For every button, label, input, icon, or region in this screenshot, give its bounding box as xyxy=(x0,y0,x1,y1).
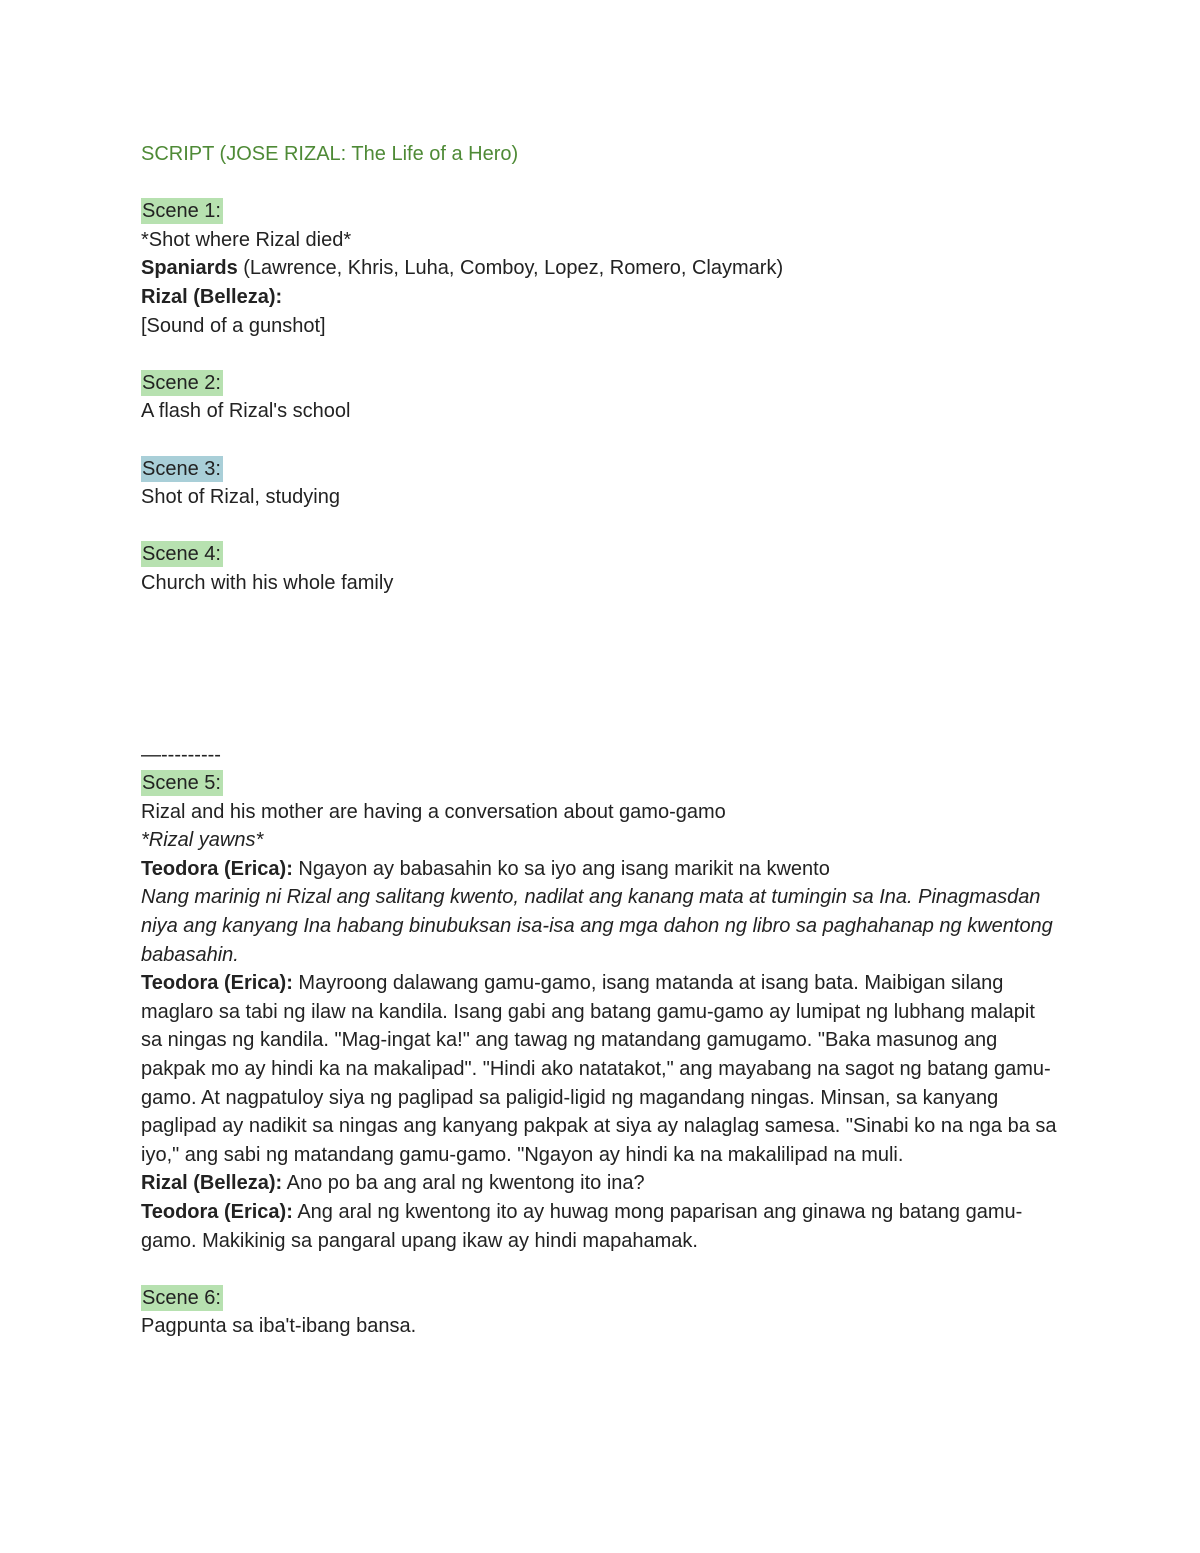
spacer xyxy=(141,340,1061,369)
speaker-label: Teodora (Erica): xyxy=(141,972,293,995)
scene-4-heading-line xyxy=(141,540,1061,569)
scene-6-direction: Pagpunta sa iba't-ibang bansa. xyxy=(141,1315,417,1338)
spacer xyxy=(141,1255,1061,1284)
spacer xyxy=(141,598,1061,741)
scene-6-heading-line xyxy=(141,1284,1061,1313)
scene-1-heading-line xyxy=(141,197,1061,226)
rizal-label: Rizal (Belleza): xyxy=(141,285,283,308)
dialogue-text: Ano po ba ang aral ng kwentong ito ina? xyxy=(282,1172,645,1195)
scene-3-direction: Shot of Rizal, studying xyxy=(141,486,340,509)
document-page xyxy=(141,140,1061,1341)
scene-3-heading-line xyxy=(141,455,1061,484)
divider: —--------- xyxy=(141,743,221,766)
script-title: SCRIPT (JOSE RIZAL: The Life of a Hero) xyxy=(141,143,519,165)
dialogue-text: Ngayon ay babasahin ko sa iyo ang isang marikit na kwento xyxy=(292,857,830,880)
scene-2-direction: A flash of Rizal's school xyxy=(141,400,351,423)
scene-6-heading: Scene 6: xyxy=(142,1286,221,1309)
yawn-text: *Rizal yawns* xyxy=(141,829,264,852)
scene-2-heading-line xyxy=(141,369,1061,398)
spacer xyxy=(141,426,1061,455)
spaniards-cast: (Lawrence, Khris, Luha, Comboy, Lopez, Romero, Claymark) xyxy=(237,257,784,280)
scene-1-heading: Scene 1: xyxy=(142,200,221,223)
scene-5-yawn xyxy=(141,826,1061,855)
scene-1-spaniards xyxy=(141,254,1061,283)
dialogue-line xyxy=(141,969,1061,1169)
scene-1-sound: [Sound of a gunshot] xyxy=(141,314,326,337)
scene-4-heading: Scene 4: xyxy=(142,543,221,566)
dialogue-text: Ang aral ng kwentong ito ay huwag mong paparisan ang ginawa ng batang gamu-gamo. Makikinig sa pangaral upang ikaw ay hindi mapahamak. xyxy=(141,1201,1023,1252)
spacer xyxy=(141,512,1061,541)
scene-2-heading: Scene 2: xyxy=(142,371,221,394)
dialogue-text: Mayroong dalawang gamu-gamo, isang matanda at isang bata. Maibigan silang maglaro sa tabi ng ilaw na kandila. Isang gabi ang batang gamu-gamo ay lumipat ng lubhang malapit sa ningas ng kandila. "Mag-ingat ka!" ang tawag ng matandang gamugamo. "Baka masunog ang pakpak mo ay hindi ka na makalipad". "Hindi ako natatakot," ang mayabang na sagot ng batang gamu-gamo. At nagpatuloy siya ng paglipad sa paligid-ligid ng magandang ningas. Minsan, sa kanyang paglipad ay nadikit sa ningas ang kanyang pakpak at siya ay nalaglag samesa. "Sinabi ko na nga ba sa iyo," ang sabi ng matandang gamu-gamo. "Ngayon ay hindi ka na makalilipad na muli. xyxy=(141,972,1057,1166)
dialogue-line xyxy=(141,1169,1061,1198)
scene-5-direction: Rizal and his mother are having a conversation about gamo-gamo xyxy=(141,800,726,823)
speaker-label: Teodora (Erica): xyxy=(141,857,293,880)
spaniards-label: Spaniards xyxy=(141,257,238,280)
spacer xyxy=(141,169,1061,198)
scene-3-heading: Scene 3: xyxy=(142,457,221,480)
scene-5-heading: Scene 5: xyxy=(142,772,221,795)
speaker-label: Teodora (Erica): xyxy=(141,1201,293,1223)
dialogue-line xyxy=(141,855,1061,884)
scene-4-direction: Church with his whole family xyxy=(141,571,394,594)
scene-5-heading-line xyxy=(141,769,1061,798)
scene-1-rizal xyxy=(141,283,1061,312)
narration xyxy=(141,883,1061,969)
scene-1-direction: *Shot where Rizal died* xyxy=(141,228,352,251)
dialogue-line xyxy=(141,1198,1061,1255)
narration-text: Nang marinig ni Rizal ang salitang kwento, nadilat ang kanang mata at tumingin sa Ina. Pinagmasdan niya ang kanyang Ina habang binubuksan isa-isa ang mga dahon ng libro sa paghahanap ng kwentong babasahin. xyxy=(141,886,1053,966)
speaker-label: Rizal (Belleza): xyxy=(141,1172,283,1195)
